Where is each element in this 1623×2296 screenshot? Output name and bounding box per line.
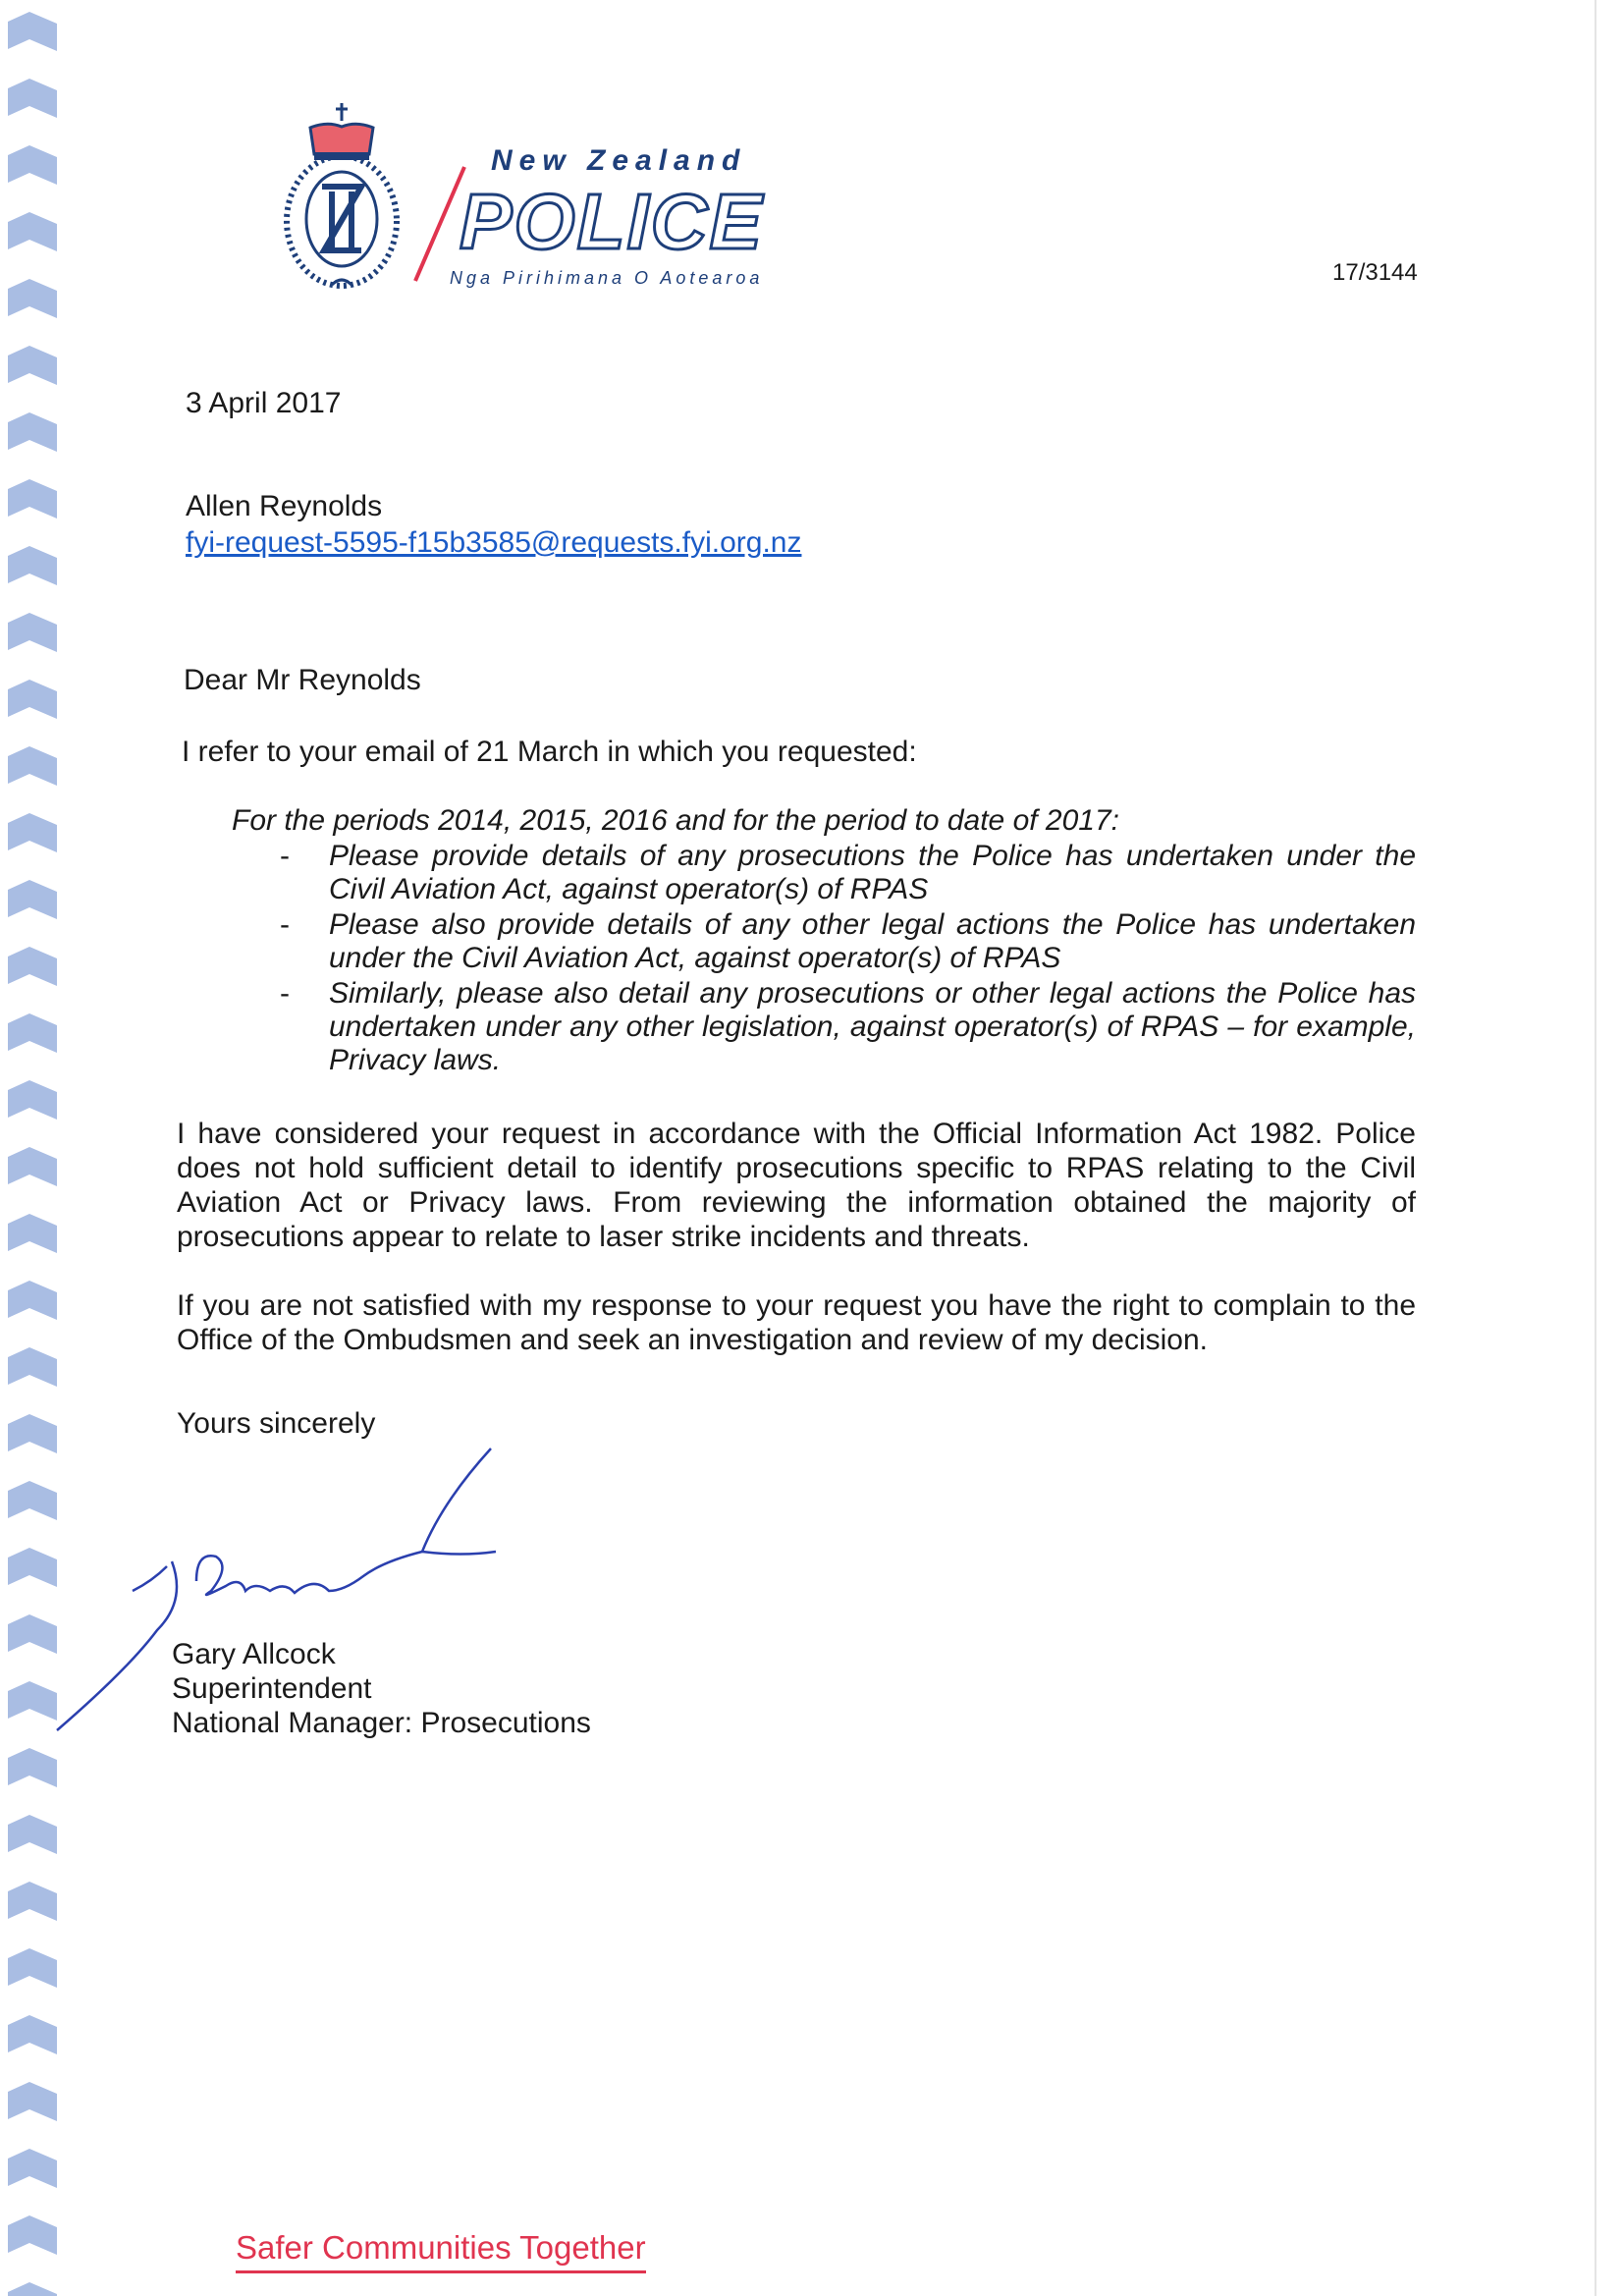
page-edge-line	[1595, 0, 1596, 2296]
logo-maori-text: Nga Pirihimana O Aotearoa	[450, 268, 764, 288]
bullet-dash: -	[280, 977, 290, 1010]
request-item: Please provide details of any prosecutions the Police has undertaken under the Civil Aviation Act, against operator(s) of RPAS	[329, 840, 1416, 905]
intro-text: I refer to your email of 21 March in which you requested:	[182, 736, 917, 768]
recipient-name: Allen Reynolds	[186, 490, 383, 522]
salutation: Dear Mr Reynolds	[184, 664, 421, 696]
logo-police-text: POLICE	[460, 178, 764, 265]
signer-name: Gary Allcock	[172, 1638, 336, 1670]
reference-number: 17/3144	[1332, 259, 1418, 286]
police-crest-logo	[273, 103, 410, 300]
letter-date: 3 April 2017	[186, 387, 342, 419]
request-lead: For the periods 2014, 2015, 2016 and for the period to date of 2017:	[232, 804, 1119, 837]
chevron-border-decoration	[0, 0, 69, 2296]
recipient-email-link[interactable]: fyi-request-5595-f15b3585@requests.fyi.org.nz	[186, 526, 802, 559]
bullet-dash: -	[280, 908, 290, 941]
bullet-dash: -	[280, 840, 290, 872]
closing: Yours sincerely	[177, 1407, 376, 1440]
footer-slogan: Safer Communities Together	[236, 2229, 646, 2273]
logo-new-zealand-text: New Zealand	[491, 144, 747, 177]
letter-body	[177, 735, 1416, 1441]
request-item-row	[280, 908, 1416, 975]
request-item-row	[280, 977, 1416, 1077]
complaint-paragraph: If you are not satisfied with my response to your request you have the right to complain to the Office of the Ombudsmen and seek an investigation and review of my decision.	[177, 1289, 1416, 1356]
signer-role: National Manager: Prosecutions	[172, 1707, 591, 1739]
signer-title: Superintendent	[172, 1672, 372, 1705]
request-item-row	[280, 840, 1416, 906]
response-paragraph: I have considered your request in accordance with the Official Information Act 1982. Police does not hold sufficient detail to identify prosecutions specific to RPAS relating to the Civil Aviation Act or Privacy laws. From reviewing the information obtained the majority of prosecutions appear to relate to laser strike incidents and threats.	[177, 1118, 1416, 1253]
request-item: Similarly, please also detail any prosecutions or other legal actions the Police has undertaken under any other legislation, against operator(s) of RPAS – for example, Privacy laws.	[329, 977, 1416, 1076]
request-item: Please also provide details of any other legal actions the Police has undertaken under the Civil Aviation Act, against operator(s) of RPAS	[329, 908, 1416, 974]
